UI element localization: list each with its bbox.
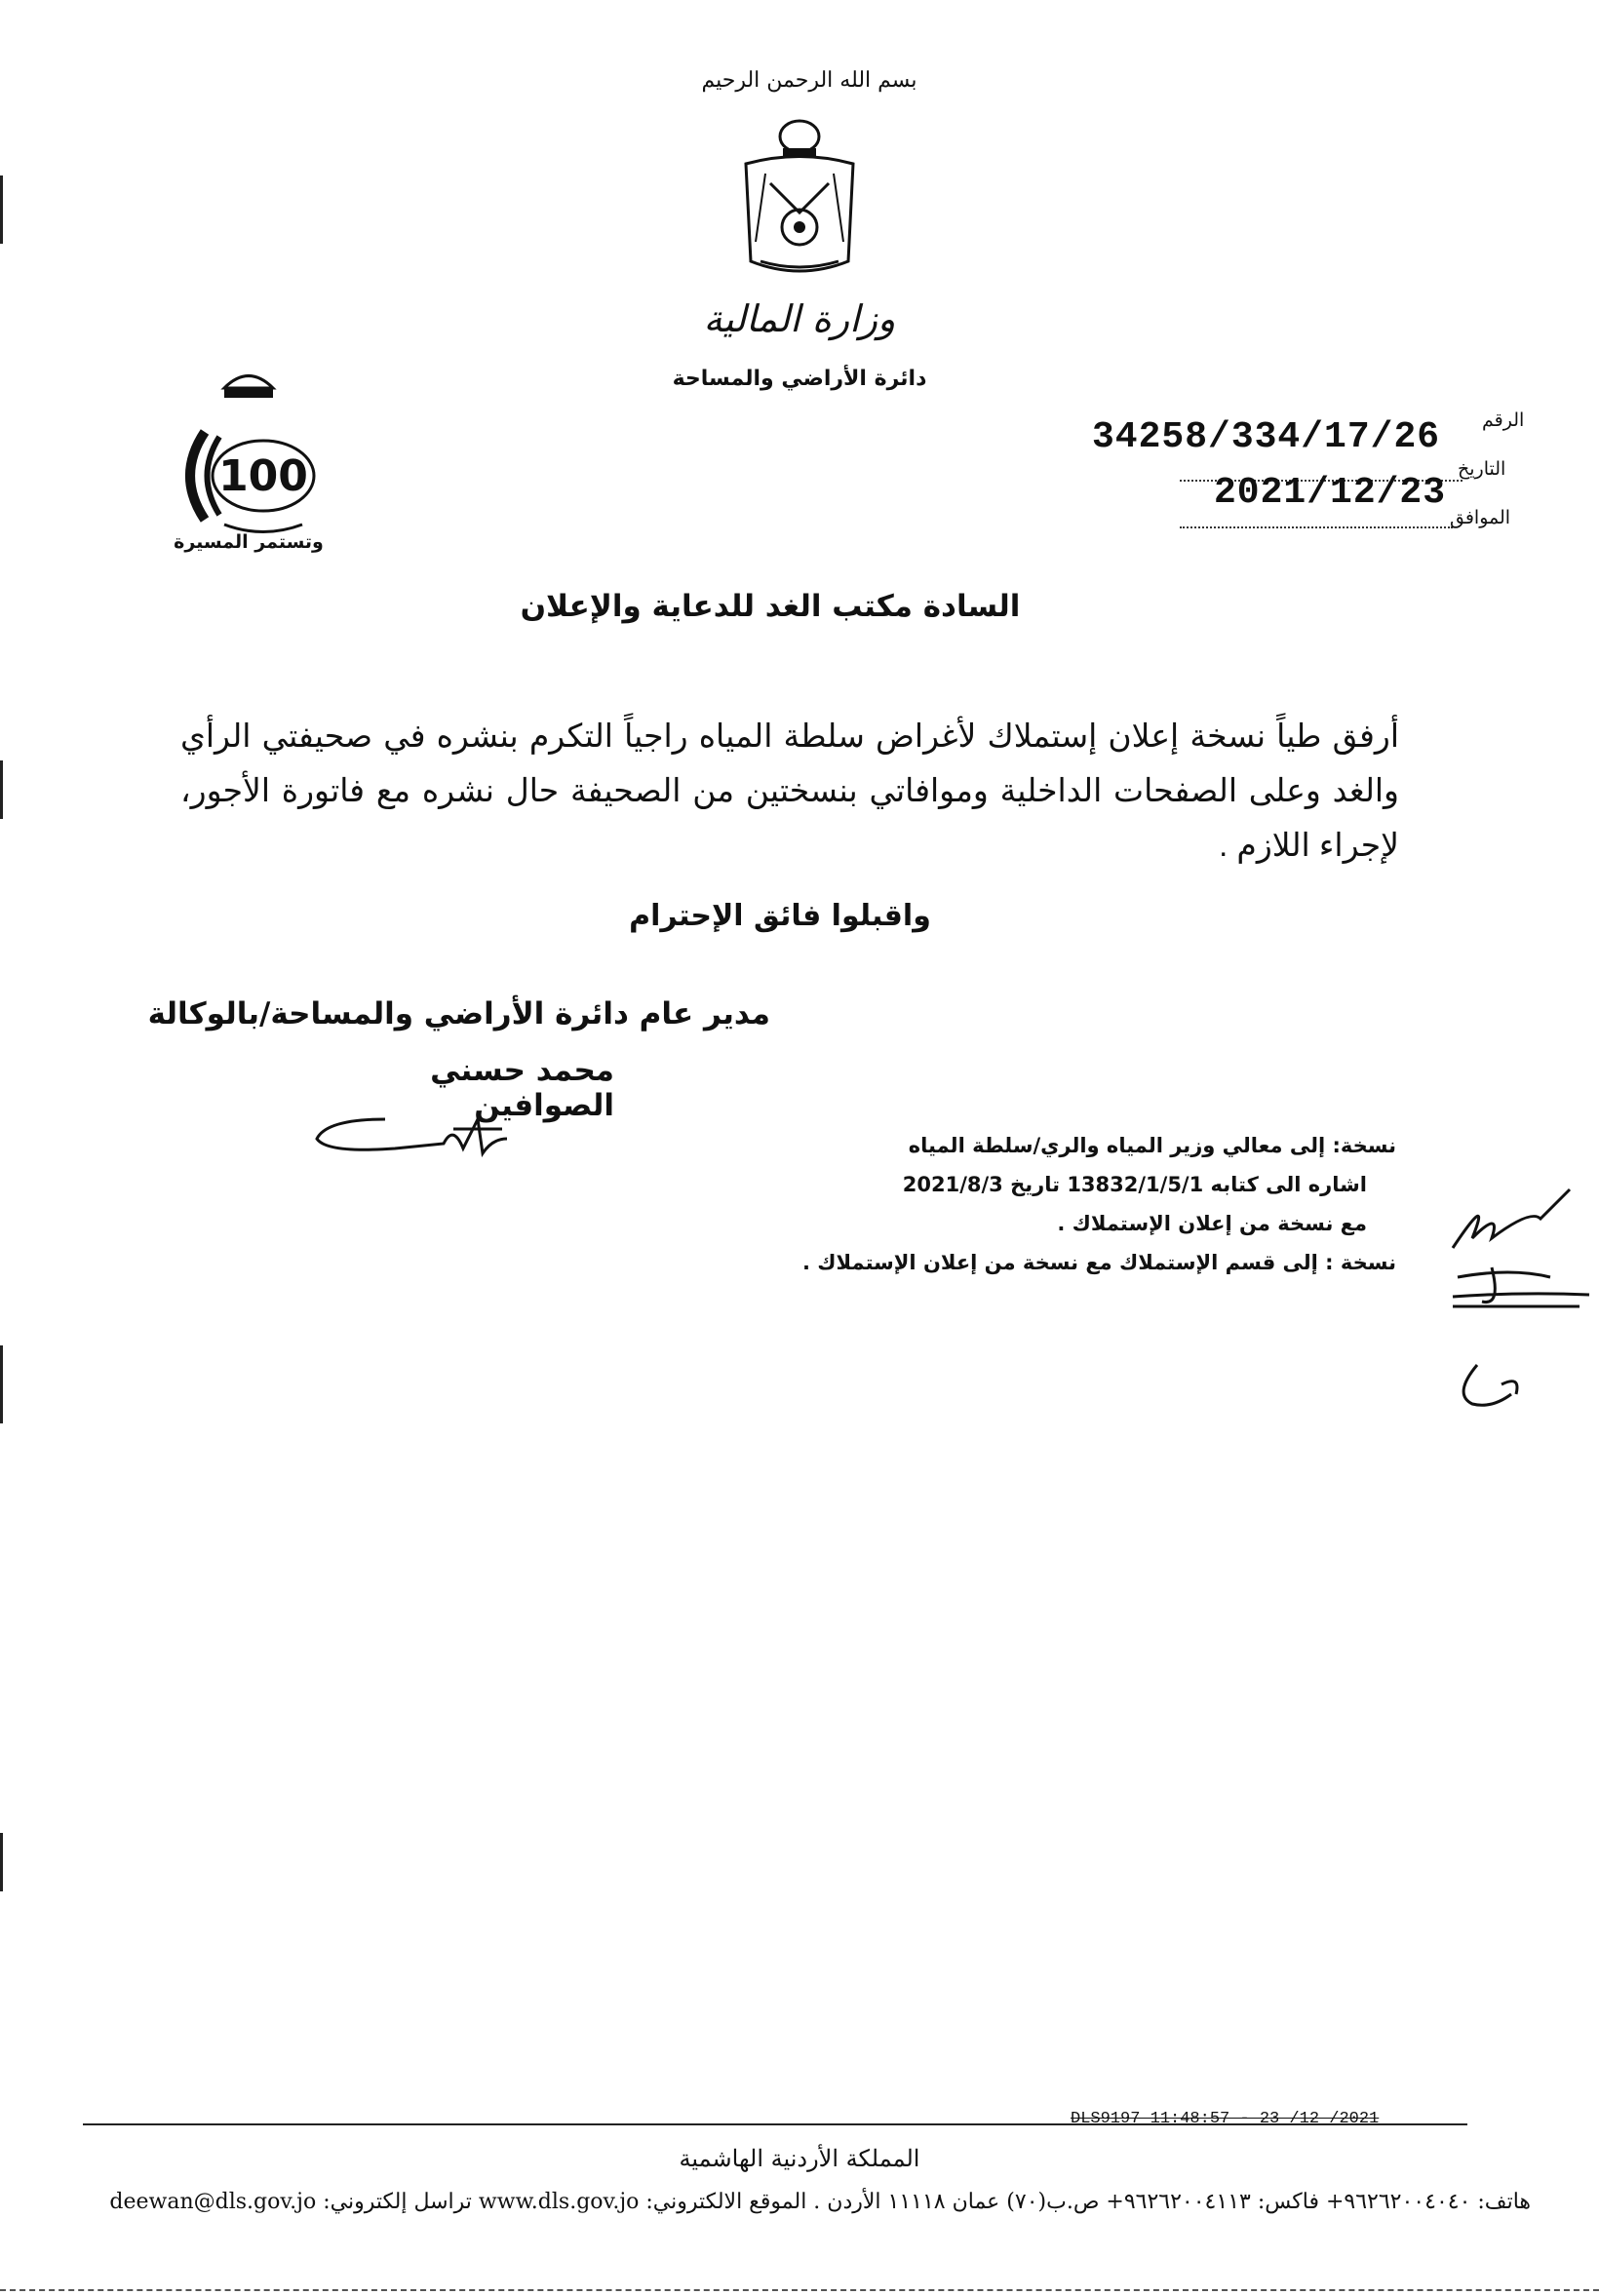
closing-line: واقبلوا فائق الإحترام [629,899,931,933]
ministry-name: وزارة المالية [703,297,896,340]
centennial-slogan: وتستمر المسيرة [174,531,324,553]
handwritten-initials [1433,1170,1599,1433]
copy-line-1: نسخة: إلى معالي وزير المياه والري/سلطة المياه [908,1134,1396,1157]
kingdom-name: المملكة الأردنية الهاشمية [679,2145,920,2172]
handwritten-signature [307,1100,522,1168]
ref-date: 2021/12/23 [1214,472,1447,514]
ref-date-label: التاريخ [1458,458,1506,480]
department-name: دائرة الأراضي والمساحة [672,367,927,391]
letter-body: أرفق طياً نسخة إعلان إستملاك لأغراض سلطة المياه راجياً التكرم بنشره في صحيفتي الرأي والغد وعلى الصفحات الداخلية وموافاتي بنسختين من الصحيفة حال نشره مع فاتورة الأجور، لإجراء اللازم . [180,718,1400,863]
binding-mark [0,1345,3,1423]
binding-mark [0,175,3,244]
ref-number: 34258/334/17/26 [1092,416,1441,458]
coat-of-arms-icon [726,115,873,281]
print-timestamp: DLS9197 11:48:57 - 23 /12 /2021 [1071,2110,1380,2128]
copy-line-3: مع نسخة من إعلان الإستملاك . [1057,1212,1367,1235]
binding-mark [0,760,3,819]
binding-mark [0,1833,3,1891]
copy-line-4: نسخة : إلى قسم الإستملاك مع نسخة من إعلان الإستملاك . [802,1251,1396,1274]
ref-number-label: الرقم [1482,409,1525,431]
centennial-number: 100 [218,451,308,501]
copy-line-2: اشاره الى كتابه 13832/1/5/1 تاريخ 2021/8/3 [902,1173,1367,1196]
dotted-line [1180,526,1453,528]
contact-info: هاتف: ٩٦٢٦٢٠٠٤٠٤٠+ فاكس: ٩٦٢٦٢٠٠٤١١٣+ ص.ب(٧٠) عمان ١١١١٨ الأردن . الموقع الالكتروني: www.dls.gov.jo تراسل إلكتروني: deewan@dls.gov.jo [109,2190,1531,2214]
signatory-title: مدير عام دائرة الأراضي والمساحة/بالوكالة [147,996,770,1031]
ref-corresponding-label: الموافق [1450,507,1511,528]
basmala: بسم الله الرحمن الرحيم [701,68,917,93]
addressee: السادة مكتب الغد للدعاية والإعلان [520,589,1021,624]
page-edge-rule [0,2289,1599,2291]
signatory-name: محمد حسني الصوافين [430,1053,614,1123]
